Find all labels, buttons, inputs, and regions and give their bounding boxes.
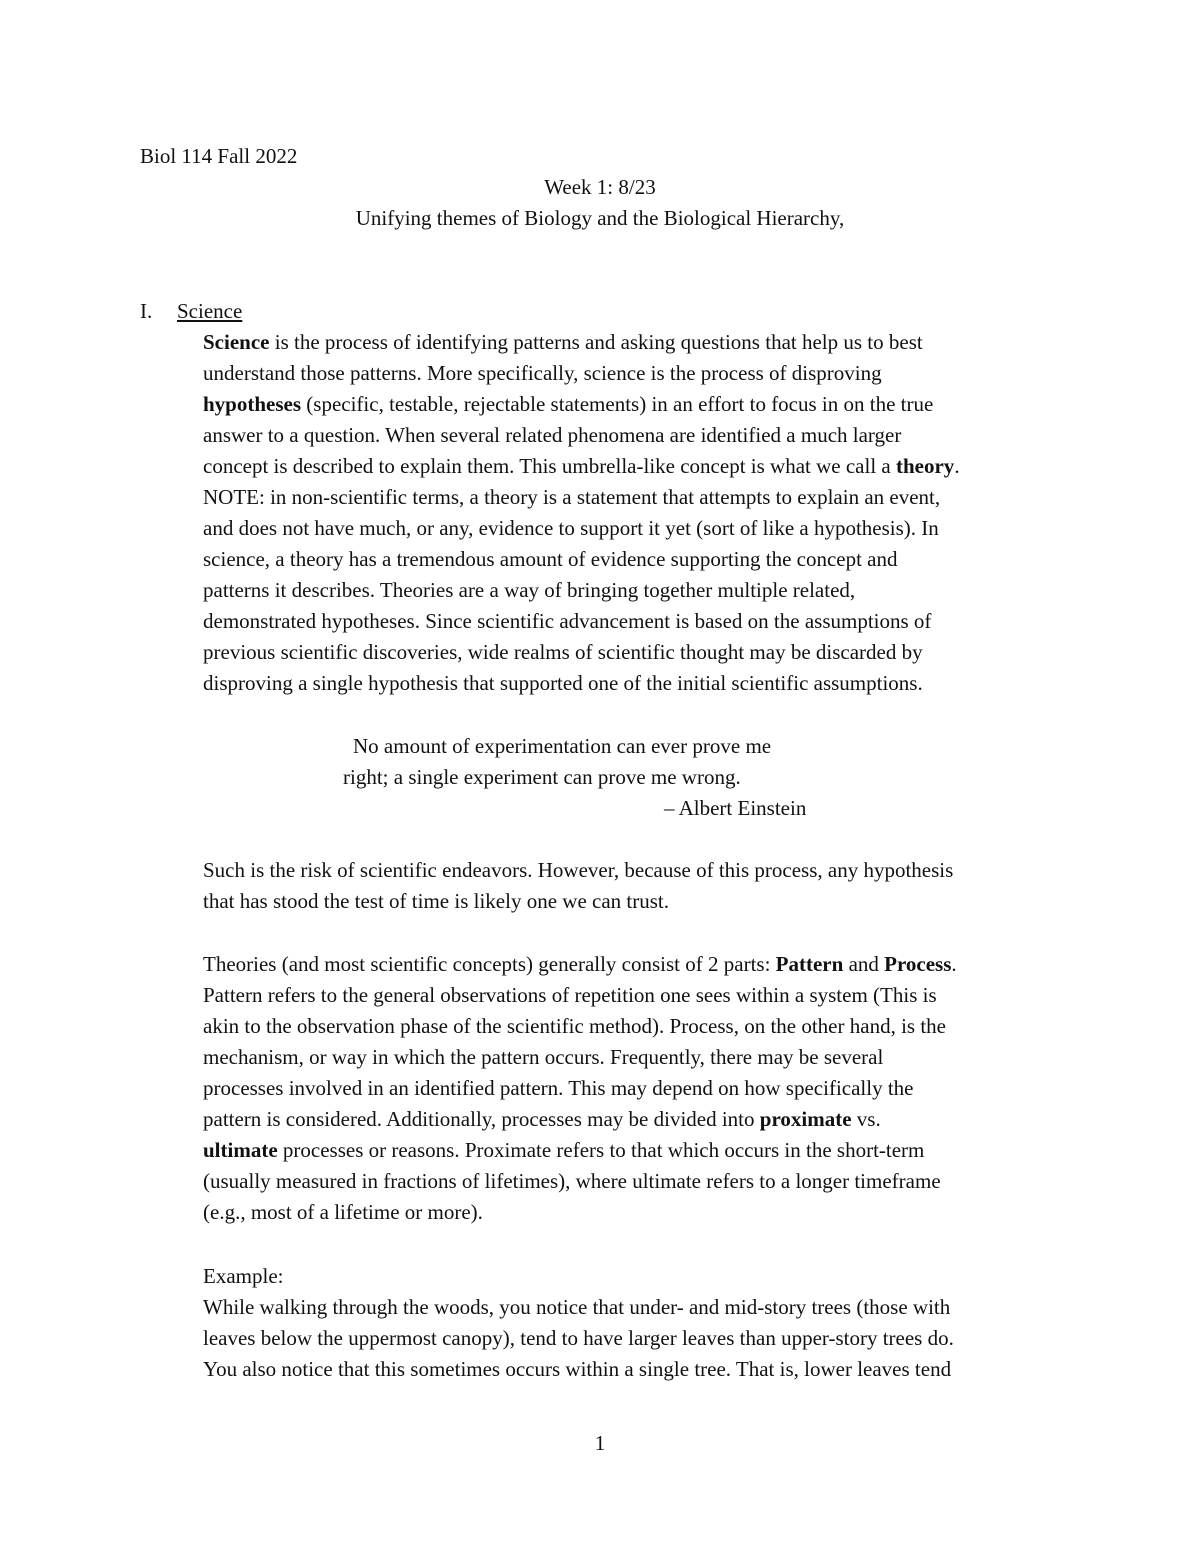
bold-term: Process (884, 952, 952, 976)
text-line: Such is the risk of scientific endeavors. However, because of this process, any hypothesis (203, 858, 954, 882)
text-line: processes involved in an identified pattern. This may depend on how specifically the (203, 1076, 914, 1100)
bold-term: Pattern (775, 952, 844, 976)
week-heading: Week 1: 8/23 (544, 175, 656, 199)
text-line: disproving a single hypothesis that supported one of the initial scientific assumptions. (203, 671, 923, 695)
paragraph-example (203, 1292, 954, 1385)
bold-term: Science (203, 330, 270, 354)
section-title: Science (177, 299, 243, 323)
text-line: hypotheses (specific, testable, rejectable statements) in an effort to focus in on the true (203, 392, 934, 416)
course-header: Biol 114 Fall 2022 (140, 144, 298, 168)
paragraph-risk (203, 855, 953, 917)
text-line: Theories (and most scientific concepts) generally consist of 2 parts: Pattern and Process. (203, 952, 957, 976)
text-line: akin to the observation phase of the scientific method). Process, on the other hand, is the (203, 1014, 946, 1038)
page-number: 1 (594, 1431, 606, 1455)
text-line: previous scientific discoveries, wide realms of scientific thought may be discarded by (203, 640, 923, 664)
text-line: leaves below the uppermost canopy), tend to have larger leaves than upper-story trees do. (203, 1326, 954, 1350)
bold-term: proximate (759, 1107, 852, 1131)
bold-term: ultimate (203, 1138, 278, 1162)
text-line: and does not have much, or any, evidence to support it yet (sort of like a hypothesis). In (203, 516, 939, 540)
text-line: pattern is considered. Additionally, processes may be divided into proximate vs. (203, 1107, 881, 1131)
text-line: science, a theory has a tremendous amount of evidence supporting the concept and (203, 547, 898, 571)
text-line: patterns it describes. Theories are a way of bringing together multiple related, (203, 578, 856, 602)
topic-heading: Unifying themes of Biology and the Biological Hierarchy, (355, 206, 845, 230)
quote-line-2: right; a single experiment can prove me wrong. (343, 765, 741, 789)
section-number: I. (140, 299, 153, 323)
bold-term: theory (895, 454, 955, 478)
text-line: mechanism, or way in which the pattern occurs. Frequently, there may be several (203, 1045, 884, 1069)
paragraph-science-definition (203, 327, 960, 699)
example-label: Example: (203, 1264, 284, 1288)
bold-term: hypotheses (203, 392, 302, 416)
paragraph-pattern-process (203, 949, 957, 1228)
text-line: While walking through the woods, you notice that under- and mid-story trees (those with (203, 1295, 951, 1319)
text-line: ultimate processes or reasons. Proximate refers to that which occurs in the short-term (203, 1138, 925, 1162)
text-line: (usually measured in fractions of lifetimes), where ultimate refers to a longer timeframe (203, 1169, 941, 1193)
text-line: answer to a question. When several related phenomena are identified a much larger (203, 423, 902, 447)
text-line: Pattern refers to the general observations of repetition one sees within a system (This is (203, 983, 937, 1007)
text-line: demonstrated hypotheses. Since scientific advancement is based on the assumptions of (203, 609, 932, 633)
quote-line-1: No amount of experimentation can ever prove me (353, 734, 772, 758)
text-line: NOTE: in non-scientific terms, a theory is a statement that attempts to explain an event, (203, 485, 941, 509)
text-line: You also notice that this sometimes occurs within a single tree. That is, lower leaves tend (203, 1357, 952, 1381)
text-line: that has stood the test of time is likely one we can trust. (203, 889, 669, 913)
quote-attribution: – Albert Einstein (664, 796, 807, 820)
text-line: (e.g., most of a lifetime or more). (203, 1200, 483, 1224)
text-line: understand those patterns. More specifically, science is the process of disproving (203, 361, 882, 385)
text-line: concept is described to explain them. This umbrella-like concept is what we call a theory. (203, 454, 960, 478)
text-line: Science is the process of identifying patterns and asking questions that help us to best (203, 330, 923, 354)
